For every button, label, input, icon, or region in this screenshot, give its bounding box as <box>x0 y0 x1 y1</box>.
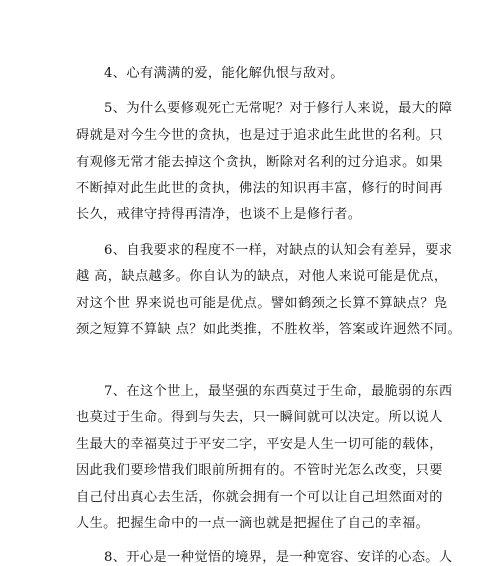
paragraph-7-line-3: 生最大的幸福莫过于平安二字，平安是人生一切可能的载体， <box>76 437 443 452</box>
paragraph-7-line-1: 7、在这个世上，最坚强的东西莫过于生命，最脆弱的东西 <box>104 384 453 399</box>
paragraph-5-line-3: 有观修无常才能去掉这个贪执，断除对名利的过分追求。如果 <box>76 155 443 170</box>
paragraph-6-line-4: 颈之短算不算缺 点？如此类推，不胜枚举，答案或许迥然不同。 <box>76 322 462 337</box>
paragraph-5-line-5: 长久，戒律守持得再清净，也谈不上是修行者。 <box>76 207 362 222</box>
paragraph-4-line-1: 4、心有满满的爱，能化解仇恨与敌对。 <box>104 66 344 81</box>
paragraph-8-line-1: 8、开心是一种觉悟的境界，是一种宽容、安详的心态。人 <box>104 550 453 565</box>
paragraph-6-line-1: 6、自我要求的程度不一样，对缺点的认知会有差异，要求 <box>104 243 453 258</box>
paragraph-7-line-6: 人生。把握生命中的一点一滴也就是把握住了自己的幸福。 <box>76 516 430 531</box>
paragraph-6-line-2: 越 高，缺点越多。你自认为的缺点，对他人来说可能是优点， <box>76 269 448 284</box>
paragraph-7-line-5: 自己付出真心去生活，你就会拥有一个可以让自己坦然面对的 <box>76 490 443 505</box>
paragraph-6-line-3: 对这个世 界来说也可能是优点。譬如鹤颈之长算不算缺点？凫 <box>76 296 448 311</box>
paragraph-5-line-4: 不断掉对此生此世的贪执，佛法的知识再丰富，修行的时间再 <box>76 181 443 196</box>
paragraph-7-line-4: 因此我们要珍惜我们眼前所拥有的。不管时光怎么改变，只要 <box>76 463 443 478</box>
paragraph-5-line-1: 5、为什么要修观死亡无常呢？对于修行人来说，最大的障 <box>104 101 453 116</box>
paragraph-5-line-2: 碍就是对今生今世的贪执，也是过于追求此生此世的名利。只 <box>76 128 443 143</box>
paragraph-7-line-2: 也莫过于生命。得到与失去，只一瞬间就可以决定。所以说人 <box>76 410 443 425</box>
